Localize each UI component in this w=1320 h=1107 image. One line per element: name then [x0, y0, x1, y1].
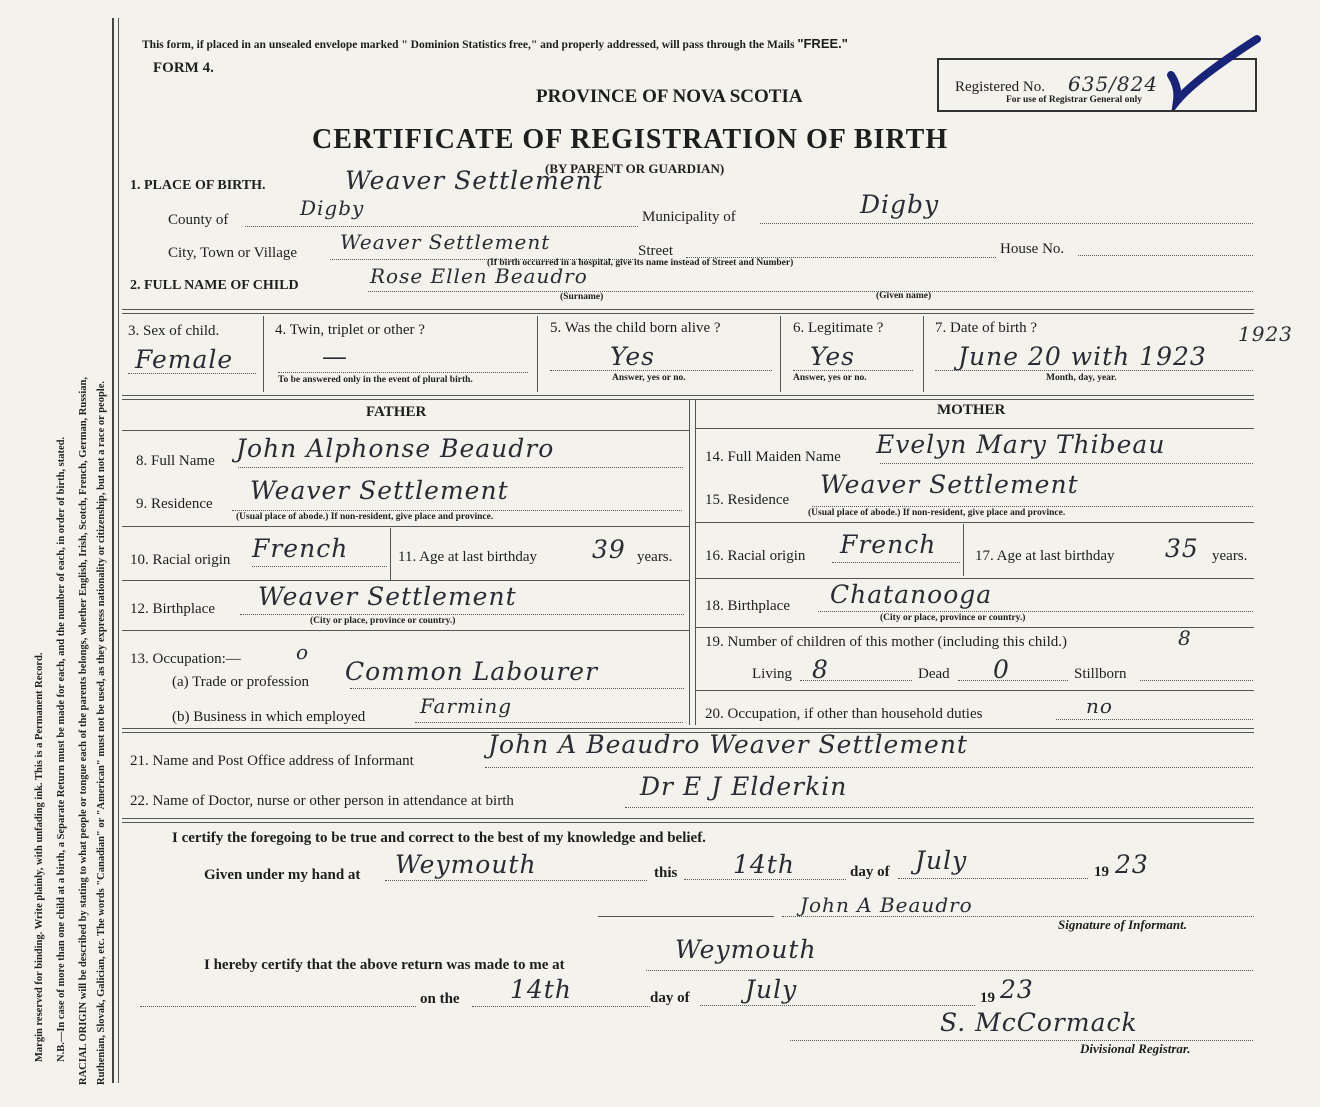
given-month-value: July [915, 846, 968, 875]
mother-rule-5 [695, 690, 1254, 691]
certificate-subtitle: (BY PARENT OR GUARDIAN) [545, 161, 725, 176]
dead-value: 0 [993, 655, 1010, 684]
form-number: FORM 4. [153, 60, 214, 76]
mother-rule-2 [695, 522, 1254, 523]
mother-birthplace-value: Chatanooga [830, 580, 993, 609]
living-line [800, 680, 912, 681]
county-line [245, 226, 638, 227]
registered-number-value: 635/824 [1068, 72, 1159, 96]
registrar-statement: I hereby certify that the above return was made to me at [204, 957, 565, 973]
stillborn-line [1140, 680, 1253, 681]
registrar-place-line [646, 970, 1253, 971]
father-residence-label: 9. Residence [136, 496, 213, 512]
doctor-line [625, 807, 1253, 808]
given-day-value: 14th [733, 850, 795, 879]
twin-note: To be answered only in the event of plural birth. [278, 375, 473, 385]
father-age-label: 11. Age at last birthday [398, 549, 537, 565]
mother-rule-3 [695, 578, 1254, 579]
mother-residence-note: (Usual place of abode.) If non-resident, give place and province. [808, 508, 1066, 518]
mother-race-line [832, 562, 960, 563]
county-label: County of [168, 212, 229, 228]
informant-line [485, 767, 1253, 768]
father-name-label: 8. Full Name [136, 453, 215, 469]
children-count-value: 8 [1178, 626, 1192, 650]
dead-label: Dead [918, 666, 950, 682]
county-value: Digby [300, 196, 365, 220]
doctor-label: 22. Name of Doctor, nurse or other person in attendance at birth [130, 793, 514, 809]
municipality-label: Municipality of [642, 209, 736, 225]
date-of-birth-margin-year: 1923 [1238, 322, 1293, 346]
mother-occupation-label: 20. Occupation, if other than household duties [705, 706, 983, 722]
living-label: Living [752, 666, 792, 682]
business-label: (b) Business in which employed [172, 709, 366, 725]
registered-label: Registered No. [955, 79, 1045, 95]
father-birthplace-label: 12. Birthplace [130, 601, 215, 617]
given-month-line [898, 878, 1088, 879]
doctor-value: Dr E J Elderkin [640, 772, 848, 801]
legitimate-label: 6. Legitimate ? [793, 320, 884, 336]
date-of-birth-note: Month, day, year. [1046, 373, 1117, 383]
mail-notice-text: This form, if placed in an unsealed envelope marked " Dominion Statistics free," and properly addressed, will pass through the Mails [142, 39, 795, 51]
mother-race-value: French [840, 530, 937, 559]
mother-residence-value: Weaver Settlement [820, 470, 1079, 499]
father-occupation-mark: o [296, 640, 310, 664]
mother-birthplace-line [818, 611, 1253, 612]
father-birthplace-note: (City or place, province or country.) [310, 616, 456, 626]
father-name-line [238, 467, 683, 468]
children-count-label: 19. Number of children of this mother (including this child.) [705, 634, 1068, 650]
child-name-label: 2. FULL NAME OF CHILD [130, 278, 299, 293]
father-residence-line [232, 510, 682, 511]
mail-free: "FREE." [797, 36, 848, 51]
city-label: City, Town or Village [168, 245, 298, 261]
margin-rule [112, 18, 114, 1083]
mother-race-label: 16. Racial origin [705, 548, 806, 564]
hospital-note: (If birth occurred in a hospital, give its name instead of Street and Number) [487, 258, 794, 268]
father-occupation-label: 13. Occupation:— [130, 651, 241, 667]
living-value: 8 [812, 655, 829, 684]
province-heading: PROVINCE OF NOVA SCOTIA [536, 86, 803, 107]
margin-note-binding: Margin reserved for binding. Write plainly, with unfading ink. This is a Permanent Record. [34, 652, 45, 1062]
section-divider-parents [122, 395, 1254, 400]
father-years-label: years. [637, 549, 673, 565]
mother-birthplace-note: (City or place, province or country.) [880, 613, 1026, 623]
trade-label: (a) Trade or profession [172, 674, 310, 690]
registrar-day-value: 14th [510, 975, 572, 1004]
father-heading: FATHER [366, 404, 427, 420]
given-day-line [684, 879, 846, 880]
mother-occupation-value: no [1086, 694, 1113, 718]
stillborn-label: Stillborn [1074, 666, 1127, 682]
legitimate-note: Answer, yes or no. [793, 373, 867, 383]
year-prefix: 19 [1094, 864, 1109, 880]
mother-age-label: 17. Age at last birthday [975, 548, 1115, 564]
mother-name-label: 14. Full Maiden Name [705, 449, 841, 465]
mother-residence-label: 15. Residence [705, 492, 790, 508]
father-rule-3 [122, 580, 689, 581]
mother-race-divider [963, 524, 964, 576]
born-alive-value: Yes [610, 342, 655, 371]
informant-signature: John A Beaudro [800, 893, 973, 917]
city-value: Weaver Settlement [340, 230, 551, 254]
registrar-place-line-2 [140, 1006, 416, 1007]
child-name-line [368, 291, 1253, 292]
mother-age-value: 35 [1165, 534, 1199, 563]
father-name-value: John Alphonse Beaudro [236, 434, 555, 463]
registrar-label: Divisional Registrar. [1080, 1041, 1191, 1056]
on-the-label: on the [420, 991, 460, 1007]
born-alive-line [550, 370, 772, 371]
child-name-value: Rose Ellen Beaudro [370, 264, 588, 288]
registrar-use-note: For use of Registrar General only [1006, 95, 1143, 105]
trade-line [350, 688, 684, 689]
mother-occupation-line [1056, 719, 1253, 720]
registrar-month-line [700, 1005, 975, 1006]
date-of-birth-label: 7. Date of birth ? [935, 320, 1038, 336]
registrar-month-value: July [745, 975, 798, 1004]
given-place-value: Weymouth [395, 850, 537, 879]
row3-divider-1 [263, 316, 264, 392]
legitimate-value: Yes [810, 342, 855, 371]
given-place-line [385, 880, 647, 881]
margin-rule-inner [118, 18, 119, 1083]
father-race-divider [390, 528, 391, 580]
father-race-label: 10. Racial origin [130, 552, 231, 568]
given-year-value: 23 [1115, 850, 1149, 879]
registrar-year-prefix: 19 [980, 990, 995, 1006]
given-under-label: Given under my hand at [204, 867, 361, 883]
father-birthplace-line [240, 614, 684, 615]
mother-years-label: years. [1212, 548, 1248, 564]
born-alive-note: Answer, yes or no. [612, 373, 686, 383]
born-alive-label: 5. Was the child born alive ? [550, 320, 721, 336]
certification-statement: I certify the foregoing to be true and correct to the best of my knowledge and belief. [172, 830, 706, 846]
section-divider-top [122, 309, 1254, 314]
business-line [415, 722, 683, 723]
date-of-birth-line [935, 370, 1253, 371]
parents-heading-rule-right [695, 428, 1254, 429]
registrar-signature: S. McCormack [940, 1008, 1138, 1037]
mother-heading: MOTHER [937, 402, 1006, 418]
place-of-birth-label: 1. PLACE OF BIRTH. [130, 178, 266, 193]
section-divider-certification [122, 818, 1254, 823]
father-rule-2 [122, 526, 689, 527]
mother-name-line [880, 463, 1253, 464]
margin-note-racial-origin-1: RACIAL ORIGIN will be described by stating to what people or tongue each of the parents belongs, whether English, Irish, Scotch, French, German, Russian, [78, 376, 89, 1085]
municipality-value: Digby [860, 190, 940, 219]
mother-name-value: Evelyn Mary Thibeau [876, 430, 1166, 459]
certificate-title: CERTIFICATE OF REGISTRATION OF BIRTH [312, 124, 949, 155]
twin-line [278, 372, 528, 373]
legitimate-line [793, 370, 913, 371]
sex-label: 3. Sex of child. [128, 323, 220, 339]
business-value: Farming [420, 694, 513, 718]
mail-notice [142, 36, 848, 51]
parents-heading-rule-left [122, 430, 689, 431]
margin-note-multiple-births: N.B.—In case of more than one child at a birth, a Separate Return must be made for each, and the number of each, in order of birth, stated. [56, 436, 67, 1062]
trade-value: Common Labourer [345, 657, 599, 686]
row3-divider-3 [780, 316, 781, 392]
father-rule-4 [122, 630, 689, 631]
twin-label: 4. Twin, triplet or other ? [275, 322, 425, 338]
sex-line [128, 373, 256, 374]
day-of-label: day of [850, 864, 890, 880]
surname-note: (Surname) [560, 292, 604, 302]
parents-divider-b [695, 400, 696, 725]
parents-divider-a [689, 400, 690, 725]
house-no-line [1078, 255, 1253, 256]
informant-signature-label: Signature of Informant. [1058, 917, 1187, 932]
twin-value: — [322, 342, 348, 371]
signature-rule [598, 916, 774, 917]
father-residence-note: (Usual place of abode.) If non-resident, give place and province. [236, 512, 494, 522]
father-race-line [252, 566, 387, 567]
this-label: this [654, 865, 678, 881]
father-birthplace-value: Weaver Settlement [258, 582, 517, 611]
dead-line [958, 680, 1068, 681]
house-no-label: House No. [1000, 241, 1065, 257]
informant-label: 21. Name and Post Office address of Informant [130, 753, 414, 769]
informant-value: John A Beaudro Weaver Settlement [488, 730, 968, 759]
place-of-birth-value: Weaver Settlement [345, 166, 604, 195]
father-race-value: French [252, 534, 349, 563]
date-of-birth-value: June 20 with 1923 [958, 342, 1207, 371]
father-residence-value: Weaver Settlement [250, 476, 509, 505]
mother-rule-4 [695, 627, 1254, 628]
mother-residence-line [812, 506, 1253, 507]
row3-divider-2 [537, 316, 538, 392]
row3-divider-4 [923, 316, 924, 392]
sex-value: Female [135, 345, 234, 374]
check-mark-icon [1165, 35, 1265, 110]
given-name-note: (Given name) [876, 291, 932, 301]
registrar-year-value: 23 [1000, 975, 1034, 1004]
street-label: Street [638, 243, 673, 259]
registrar-day-of-label: day of [650, 990, 690, 1006]
municipality-line [760, 223, 1253, 224]
margin-note-racial-origin-2: Ruthenian, Slovak, Galician, etc. The words "Canadian" or "American" must not be used, as they express nationality or citizenship, but not a race or people. [96, 380, 107, 1085]
registrar-day-line [472, 1006, 650, 1007]
mother-birthplace-label: 18. Birthplace [705, 598, 790, 614]
father-age-value: 39 [592, 535, 626, 564]
registrar-place-value: Weymouth [675, 935, 817, 964]
